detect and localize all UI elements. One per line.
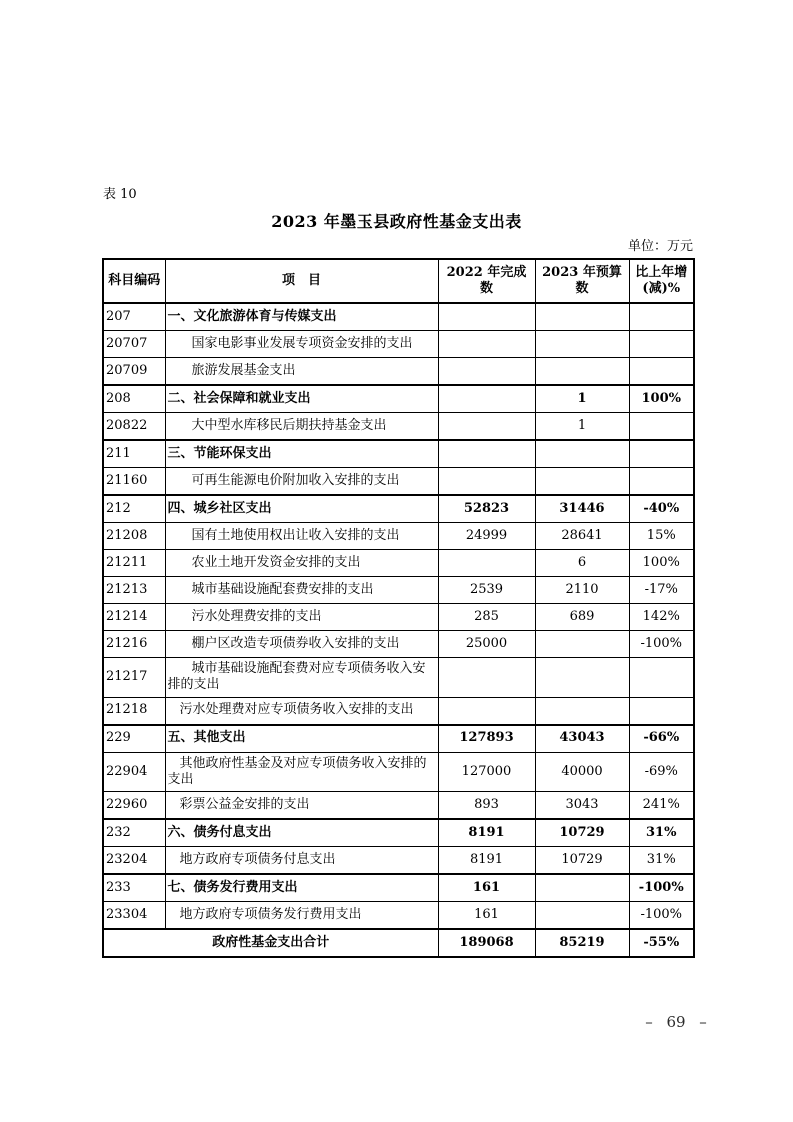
cell-change-pct: 100% [629, 550, 694, 577]
cell-subject-code: 212 [103, 495, 165, 523]
cell-2022-actual [438, 358, 535, 386]
budget-expenditure-table [102, 258, 695, 958]
table-row [103, 577, 694, 604]
cell-change-pct: -66% [629, 725, 694, 753]
cell-2023-budget [535, 874, 629, 902]
cell-item-name: 五、其他支出 [165, 725, 438, 753]
cell-2023-budget [535, 358, 629, 386]
cell-2023-budget: 85219 [535, 929, 629, 957]
cell-item-name: 一、文化旅游体育与传媒支出 [165, 303, 438, 331]
cell-change-pct [629, 468, 694, 496]
cell-2023-budget: 1 [535, 413, 629, 441]
cell-item-name: 地方政府专项债务付息支出 [165, 847, 438, 875]
cell-item-name: 可再生能源电价附加收入安排的支出 [165, 468, 438, 496]
cell-2022-actual: 893 [438, 792, 535, 820]
table-row [103, 792, 694, 820]
cell-subject-code: 22960 [103, 792, 165, 820]
cell-change-pct [629, 440, 694, 468]
cell-2022-actual: 8191 [438, 847, 535, 875]
table-row [103, 468, 694, 496]
cell-item-name: 大中型水库移民后期扶持基金支出 [165, 413, 438, 441]
cell-2023-budget: 28641 [535, 523, 629, 550]
cell-2022-actual [438, 658, 535, 698]
cell-change-pct: -100% [629, 631, 694, 658]
cell-subject-code: 207 [103, 303, 165, 331]
cell-2022-actual: 161 [438, 902, 535, 930]
cell-2023-budget [535, 631, 629, 658]
table-row [103, 697, 694, 725]
page-title: 2023 年墨玉县政府性基金支出表 [271, 212, 522, 231]
cell-2022-actual: 24999 [438, 523, 535, 550]
cell-2023-budget [535, 303, 629, 331]
table-row [103, 874, 694, 902]
cell-subject-code: 21208 [103, 523, 165, 550]
table-number-label: 表 10 [103, 187, 137, 202]
table-row [103, 752, 694, 792]
header-change-pct-line1: 比上年增 [635, 264, 688, 280]
cell-change-pct: -100% [629, 902, 694, 930]
header-2023-budget: 2023 年预算数 [535, 259, 629, 303]
cell-subject-code: 21214 [103, 604, 165, 631]
cell-change-pct: -17% [629, 577, 694, 604]
cell-item-name: 棚户区改造专项债券收入安排的支出 [165, 631, 438, 658]
cell-2022-actual [438, 331, 535, 358]
cell-2023-budget: 6 [535, 550, 629, 577]
cell-change-pct [629, 358, 694, 386]
cell-2023-budget [535, 902, 629, 930]
cell-change-pct [629, 658, 694, 698]
cell-subject-code: 23204 [103, 847, 165, 875]
cell-item-name: 污水处理费安排的支出 [165, 604, 438, 631]
cell-change-pct: 31% [629, 819, 694, 847]
total-row [103, 929, 694, 957]
cell-item-name: 旅游发展基金支出 [165, 358, 438, 386]
cell-item-name: 城市基础设施配套费对应专项债务收入安排的支出 [165, 658, 438, 698]
cell-change-pct: -55% [629, 929, 694, 957]
table-row [103, 902, 694, 930]
cell-item-name: 地方政府专项债务发行费用支出 [165, 902, 438, 930]
table-row [103, 725, 694, 753]
cell-subject-code: 232 [103, 819, 165, 847]
cell-2022-actual [438, 440, 535, 468]
cell-2023-budget: 3043 [535, 792, 629, 820]
cell-2022-actual: 127000 [438, 752, 535, 792]
header-change-pct-line2: (减)% [642, 281, 681, 296]
cell-subject-code: 23304 [103, 902, 165, 930]
table-row [103, 303, 694, 331]
table-row [103, 440, 694, 468]
cell-subject-code: 208 [103, 385, 165, 413]
cell-item-name: 农业土地开发资金安排的支出 [165, 550, 438, 577]
cell-2022-actual: 8191 [438, 819, 535, 847]
cell-2022-actual: 25000 [438, 631, 535, 658]
cell-subject-code: 21216 [103, 631, 165, 658]
cell-change-pct: -40% [629, 495, 694, 523]
cell-2023-budget [535, 468, 629, 496]
cell-2022-actual [438, 468, 535, 496]
cell-2022-actual [438, 413, 535, 441]
cell-change-pct: 31% [629, 847, 694, 875]
table-row [103, 658, 694, 698]
cell-change-pct [629, 413, 694, 441]
table-row [103, 495, 694, 523]
cell-2023-budget [535, 658, 629, 698]
cell-2023-budget: 689 [535, 604, 629, 631]
table-body [103, 303, 694, 957]
cell-2023-budget: 10729 [535, 847, 629, 875]
cell-2022-actual: 161 [438, 874, 535, 902]
cell-item-name: 国家电影事业发展专项资金安排的支出 [165, 331, 438, 358]
cell-2023-budget [535, 697, 629, 725]
header-row [103, 259, 694, 303]
header-change-pct [629, 259, 694, 303]
cell-item-name: 彩票公益金安排的支出 [165, 792, 438, 820]
table-row [103, 550, 694, 577]
cell-subject-code: 21160 [103, 468, 165, 496]
cell-item-name: 三、节能环保支出 [165, 440, 438, 468]
table-row [103, 604, 694, 631]
cell-subject-code: 21213 [103, 577, 165, 604]
cell-change-pct [629, 331, 694, 358]
header-subject-code: 科目编码 [103, 259, 165, 303]
cell-subject-code: 233 [103, 874, 165, 902]
cell-2022-actual: 52823 [438, 495, 535, 523]
header-item: 项 目 [165, 259, 438, 303]
cell-item-name: 四、城乡社区支出 [165, 495, 438, 523]
cell-item-name: 六、债务付息支出 [165, 819, 438, 847]
cell-subject-code: 20822 [103, 413, 165, 441]
table-row [103, 358, 694, 386]
cell-2022-actual: 127893 [438, 725, 535, 753]
cell-2022-actual: 285 [438, 604, 535, 631]
cell-item-name: 污水处理费对应专项债务收入安排的支出 [165, 697, 438, 725]
table-row [103, 385, 694, 413]
cell-2023-budget [535, 440, 629, 468]
cell-item-name: 城市基础设施配套费安排的支出 [165, 577, 438, 604]
table-row [103, 819, 694, 847]
cell-2023-budget: 10729 [535, 819, 629, 847]
cell-change-pct: 142% [629, 604, 694, 631]
table-row [103, 413, 694, 441]
cell-change-pct: 241% [629, 792, 694, 820]
cell-subject-code: 22904 [103, 752, 165, 792]
cell-2023-budget [535, 331, 629, 358]
table-row [103, 631, 694, 658]
cell-subject-code: 20707 [103, 331, 165, 358]
unit-note: 单位：万元 [627, 239, 693, 254]
cell-2022-actual: 2539 [438, 577, 535, 604]
cell-item-name: 国有土地使用权出让收入安排的支出 [165, 523, 438, 550]
cell-subject-code: 229 [103, 725, 165, 753]
cell-change-pct: -69% [629, 752, 694, 792]
cell-subject-code: 211 [103, 440, 165, 468]
cell-2022-actual [438, 550, 535, 577]
cell-2023-budget: 40000 [535, 752, 629, 792]
header-2022-actual: 2022 年完成数 [438, 259, 535, 303]
cell-2023-budget: 31446 [535, 495, 629, 523]
cell-change-pct [629, 303, 694, 331]
cell-subject-code: 21217 [103, 658, 165, 698]
cell-2023-budget: 43043 [535, 725, 629, 753]
total-label: 政府性基金支出合计 [103, 929, 438, 957]
cell-item-name: 七、债务发行费用支出 [165, 874, 438, 902]
cell-item-name: 其他政府性基金及对应专项债务收入安排的支出 [165, 752, 438, 792]
cell-2022-actual [438, 697, 535, 725]
page-number: – 69 – [645, 1013, 707, 1031]
cell-change-pct: -100% [629, 874, 694, 902]
cell-change-pct [629, 697, 694, 725]
cell-2022-actual: 189068 [438, 929, 535, 957]
cell-subject-code: 20709 [103, 358, 165, 386]
cell-2022-actual [438, 385, 535, 413]
cell-2022-actual [438, 303, 535, 331]
cell-change-pct: 15% [629, 523, 694, 550]
cell-change-pct: 100% [629, 385, 694, 413]
table-row [103, 331, 694, 358]
cell-2023-budget: 2110 [535, 577, 629, 604]
table-row [103, 523, 694, 550]
cell-subject-code: 21211 [103, 550, 165, 577]
cell-2023-budget: 1 [535, 385, 629, 413]
cell-item-name: 二、社会保障和就业支出 [165, 385, 438, 413]
cell-subject-code: 21218 [103, 697, 165, 725]
table-row [103, 847, 694, 875]
